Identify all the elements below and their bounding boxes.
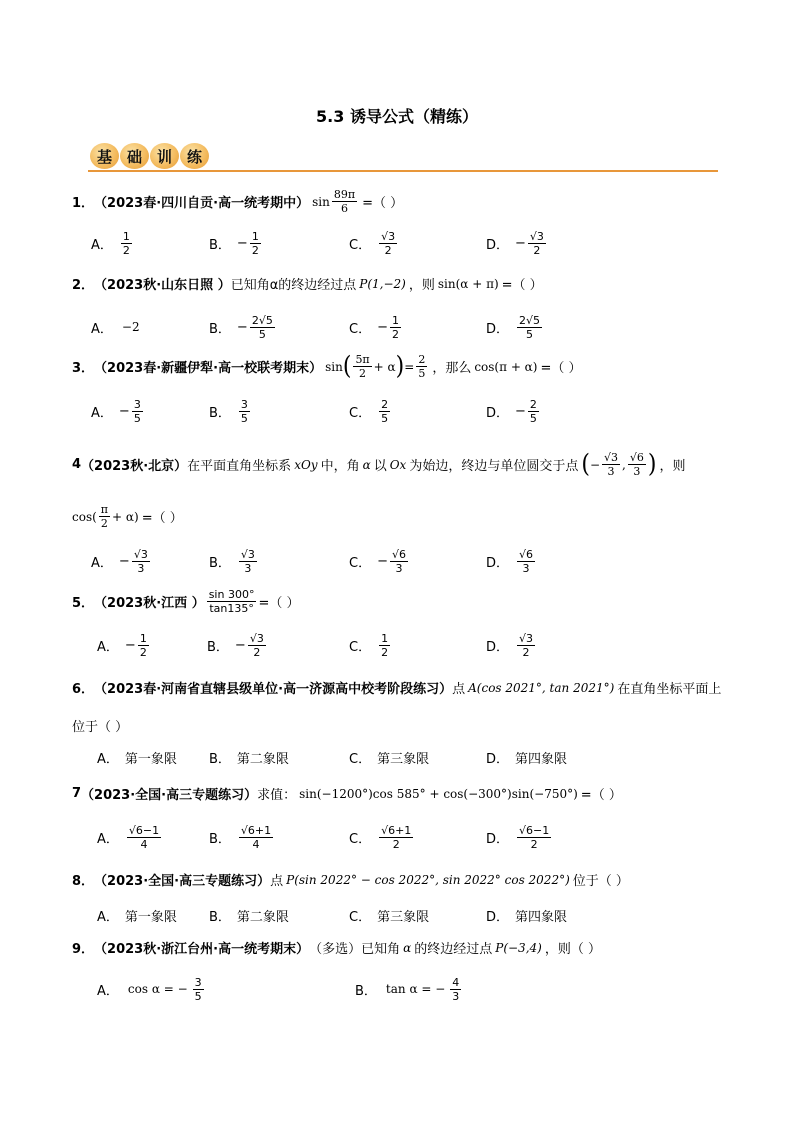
option-a[interactable]: [97, 820, 163, 854]
denominator: 3: [137, 561, 145, 575]
section-heading: [90, 143, 209, 169]
question-9-options: [97, 972, 657, 1006]
option-label: A．: [97, 983, 119, 999]
option-b[interactable]: [209, 394, 252, 428]
denominator: 2: [392, 837, 400, 851]
option-label: B．: [209, 831, 231, 847]
option-label: C．: [349, 831, 372, 847]
expr-part: + α: [373, 359, 396, 374]
question-tail: =（ ）: [501, 278, 543, 293]
denominator: 5: [258, 327, 266, 341]
option-a[interactable]: [97, 972, 206, 1006]
numerator: 4: [452, 975, 460, 989]
fraction: [450, 976, 461, 1003]
section-divider: [88, 170, 718, 172]
denominator: 5: [526, 327, 534, 341]
option-label: B．: [209, 237, 231, 253]
fraction: [517, 632, 535, 659]
question-text: 位于（ ）: [72, 720, 129, 735]
option-label: B．: [209, 751, 231, 767]
option-label: D．: [486, 831, 510, 847]
question-tail: =（ ）: [141, 511, 183, 526]
denominator: 2: [253, 645, 261, 659]
numerator: √6+1: [381, 823, 412, 837]
numerator: 2√5: [251, 313, 273, 327]
question-number: 7: [72, 786, 82, 801]
option-label: A．: [97, 751, 119, 767]
numerator: √6−1: [519, 823, 550, 837]
fraction: [138, 632, 149, 659]
denominator: 3: [452, 989, 460, 1003]
numerator: 5π: [355, 353, 370, 366]
func-name: cos(: [72, 509, 97, 524]
option-a[interactable]: [91, 394, 145, 428]
denominator: 6: [340, 202, 348, 215]
option-label: D．: [486, 237, 510, 253]
numerator: 3: [240, 397, 248, 411]
fraction: [528, 398, 539, 425]
option-label: B．: [209, 321, 231, 337]
numerator: √6: [629, 451, 644, 464]
fraction: [239, 548, 257, 575]
sign: −: [515, 235, 526, 251]
question-6-options: [97, 740, 657, 774]
option-label: C．: [349, 237, 372, 253]
option-c[interactable]: [349, 898, 429, 932]
denominator: 2: [533, 243, 541, 257]
numerator: √3: [133, 547, 148, 561]
question-text: 点: [452, 682, 466, 697]
numerator: 2: [418, 353, 426, 366]
option-d[interactable]: [486, 898, 567, 932]
section-char-1: 基: [90, 143, 119, 169]
question-2: [72, 274, 543, 293]
fraction: [250, 314, 275, 341]
sign: −: [377, 319, 388, 335]
question-5-options: [97, 628, 657, 662]
denominator: 3: [633, 465, 641, 478]
fraction: [239, 398, 250, 425]
option-d[interactable]: [486, 544, 537, 578]
point-expression: [495, 941, 542, 955]
option-label: A．: [91, 237, 113, 253]
fraction: [379, 398, 390, 425]
denominator: 2: [384, 243, 392, 257]
point: P(1,−2): [359, 276, 406, 291]
denominator: 2: [381, 645, 389, 659]
option-label: C．: [349, 555, 372, 571]
fraction: [517, 314, 542, 341]
axis-symbol: [390, 458, 407, 472]
option-label: A．: [97, 639, 119, 655]
question-source: （2023春·新疆伊犁·高一校联考期末）: [94, 361, 323, 376]
option-b[interactable]: [209, 820, 275, 854]
question-number: 4: [72, 457, 82, 472]
point-expression: [359, 277, 406, 291]
option-d[interactable]: [486, 310, 544, 344]
denominator: 5: [529, 411, 537, 425]
question-text: 已知角α的终边经过点: [230, 278, 357, 293]
denominator: 2: [391, 327, 399, 341]
denominator: 5: [381, 411, 389, 425]
fraction: [250, 230, 261, 257]
question-6: [72, 678, 721, 697]
question-text: 以: [373, 459, 387, 474]
question-6-line-2: [72, 716, 128, 735]
option-label: D．: [486, 405, 510, 421]
sign: −: [236, 235, 248, 251]
question-text: 在直角坐标平面上: [617, 682, 722, 697]
expr-part: + α): [112, 509, 139, 524]
denominator: 2: [139, 645, 147, 659]
alpha: α: [403, 940, 412, 955]
question-text: ，则: [659, 459, 686, 474]
question-number: 5．: [72, 596, 95, 611]
option-label: D．: [486, 555, 510, 571]
math-expression: sin(−1200°)cos 585° + cos(−300°)sin(−750°): [299, 786, 578, 801]
option-a[interactable]: [91, 226, 134, 260]
numerator: √6: [391, 547, 406, 561]
denominator: 3: [244, 561, 252, 575]
denominator: 2: [530, 837, 538, 851]
sign: −: [515, 403, 526, 419]
question-4-line-2: [72, 503, 183, 530]
question-tail: =（ ）: [362, 196, 404, 211]
option-label: B．: [207, 639, 229, 655]
question-7-options: [97, 820, 657, 854]
option-a[interactable]: [91, 544, 152, 578]
sign: −: [118, 403, 130, 419]
numerator: 1: [122, 229, 130, 243]
question-tail: ，则（ ）: [544, 942, 601, 957]
denominator: tan135°: [209, 602, 254, 615]
question-text: （多选）已知角: [309, 942, 401, 957]
fraction: [602, 451, 620, 478]
option-value: 第二象限: [236, 909, 289, 925]
point-expression: [468, 681, 614, 695]
math-expression: [312, 188, 359, 215]
question-7: [72, 784, 622, 803]
option-value: 第三象限: [377, 751, 430, 767]
question-text: 点: [270, 874, 284, 889]
denominator: 3: [395, 561, 403, 575]
numerator: √6−1: [128, 823, 160, 837]
question-source: （2023秋·浙江台州·高一统考期末）: [94, 942, 310, 957]
option-d[interactable]: [486, 740, 567, 774]
fraction: [628, 451, 646, 478]
option-d[interactable]: [486, 820, 553, 854]
question-number: 1．: [72, 196, 95, 211]
question-4-options: [91, 544, 651, 578]
question-text: ，那么: [432, 361, 472, 376]
fraction: [517, 548, 535, 575]
denominator: 2: [359, 367, 367, 380]
question-number: 9．: [72, 942, 95, 957]
option-value: 第二象限: [236, 751, 289, 767]
fraction: [332, 188, 357, 215]
func-name: sin: [325, 359, 343, 374]
option-expr: cos α = −: [127, 982, 188, 996]
numerator: √3: [529, 229, 544, 243]
question-9: [72, 938, 601, 957]
numerator: √3: [381, 229, 396, 243]
sign: −: [234, 637, 246, 653]
option-b[interactable]: [209, 226, 263, 260]
numerator: 2: [381, 397, 389, 411]
point-expression: ( − $\frac{√3}{3}$ , $\frac{√6}{3}$ ): [581, 449, 657, 479]
question-source: （2023秋·山东日照 ）: [94, 278, 231, 293]
fraction: [379, 632, 390, 659]
option-value: 第三象限: [377, 909, 430, 925]
page-title: 5.3 诱导公式（精练）: [316, 107, 478, 126]
option-c[interactable]: [349, 740, 429, 774]
denominator: 5: [133, 411, 141, 425]
option-label: D．: [486, 321, 510, 337]
numerator: 2√5: [519, 313, 541, 327]
question-number: 2．: [72, 278, 95, 293]
left-paren: (: [342, 351, 352, 381]
point: P(sin 2022° − cos 2022°, sin 2022° cos 2022°): [286, 872, 570, 887]
option-c[interactable]: [349, 820, 415, 854]
option-b[interactable]: [207, 628, 268, 662]
denominator: 2: [522, 645, 530, 659]
option-c[interactable]: [349, 226, 399, 260]
denominator: 2: [100, 517, 108, 530]
option-b[interactable]: [209, 740, 289, 774]
option-b[interactable]: [355, 972, 463, 1006]
option-label: B．: [209, 405, 231, 421]
numerator: 1: [251, 229, 259, 243]
point: A(cos 2021°, tan 2021°): [468, 680, 615, 695]
option-d[interactable]: [486, 628, 537, 662]
coord-system: [294, 458, 317, 472]
right-paren: ): [647, 449, 657, 479]
fraction: [239, 824, 273, 851]
numerator: √6: [519, 547, 534, 561]
option-value: −2: [121, 320, 140, 334]
fraction: [132, 398, 143, 425]
math-expression: [72, 503, 139, 530]
numerator: √3: [519, 631, 534, 645]
question-text: 的终边经过点: [414, 942, 493, 957]
coord-system-name: xOy: [294, 457, 318, 472]
question-8-options: [97, 898, 657, 932]
denominator: 2: [122, 243, 130, 257]
numerator: 1: [381, 631, 389, 645]
numerator: 89π: [333, 188, 356, 201]
fraction: [193, 976, 204, 1003]
option-b[interactable]: [209, 898, 289, 932]
sign: −: [377, 553, 388, 569]
section-char-3: 训: [150, 143, 179, 169]
option-label: D．: [486, 909, 510, 925]
option-label: C．: [349, 751, 372, 767]
sign: −: [124, 637, 136, 653]
option-c[interactable]: [349, 310, 403, 344]
question-tail: =（ ）: [580, 788, 622, 803]
option-a[interactable]: [97, 740, 177, 774]
question-8: [72, 870, 629, 889]
numerator: π: [100, 503, 109, 516]
fraction: [99, 503, 110, 530]
option-label: B．: [209, 555, 231, 571]
denominator: 5: [240, 411, 248, 425]
question-source: （2023秋·北京）: [81, 459, 188, 474]
question-number: 3．: [72, 361, 95, 376]
point: P(−3,4): [495, 940, 542, 955]
equals: =: [404, 359, 415, 374]
alpha: α: [362, 457, 371, 472]
denominator: 3: [607, 465, 615, 478]
question-3-options: [91, 394, 651, 428]
question-tail: =（ ）: [258, 596, 300, 611]
option-c[interactable]: [349, 394, 392, 428]
option-label: C．: [349, 639, 372, 655]
fraction: [528, 230, 546, 257]
denominator: 3: [522, 561, 530, 575]
question-2-options: [91, 310, 651, 344]
fraction: [390, 314, 401, 341]
option-a[interactable]: [97, 628, 151, 662]
point-expression: [286, 873, 570, 887]
numerator: 3: [194, 975, 202, 989]
option-label: A．: [91, 321, 113, 337]
fraction: [416, 353, 427, 380]
option-value: 第一象限: [124, 751, 177, 767]
numerator: √6+1: [240, 823, 272, 837]
question-tail: =（ ）: [540, 361, 582, 376]
question-5: [72, 588, 300, 615]
numerator: 1: [139, 631, 147, 645]
question-tail: 位于（ ）: [572, 874, 629, 889]
option-label: C．: [349, 909, 372, 925]
denominator: 4: [252, 837, 260, 851]
math-expression: sin(α + π): [437, 276, 499, 291]
option-label: A．: [91, 555, 113, 571]
fraction: [132, 548, 150, 575]
question-text: ，则: [408, 278, 435, 293]
option-label: A．: [97, 909, 119, 925]
fraction: [353, 353, 371, 380]
angle-symbol: [363, 458, 371, 472]
question-number: 6．: [72, 682, 95, 697]
option-label: B．: [355, 983, 377, 999]
option-b[interactable]: [209, 544, 259, 578]
fraction: [248, 632, 266, 659]
option-value: 第四象限: [515, 751, 568, 767]
question-3: [72, 353, 582, 380]
fraction: [207, 588, 257, 615]
question-source: （2023春·四川自贡·高一统考期中）: [94, 196, 310, 211]
fraction: [517, 824, 551, 851]
numerator: √3: [604, 451, 619, 464]
option-label: A．: [91, 405, 113, 421]
sign: −: [236, 319, 248, 335]
numerator: √3: [249, 631, 264, 645]
question-text: 在平面直角坐标系: [187, 459, 292, 474]
question-text: 为始边，终边与单位圆交于点: [409, 459, 579, 474]
question-source: （2023·全国·高三专题练习）: [94, 874, 271, 889]
func-name: sin: [312, 194, 330, 209]
section-banner: [88, 140, 728, 174]
right-paren: ): [395, 351, 405, 381]
section-char-2: 础: [120, 143, 149, 169]
question-1: [72, 188, 403, 215]
fraction: [127, 824, 161, 851]
section-char-4: 练: [180, 143, 209, 169]
option-value: 第四象限: [515, 909, 568, 925]
denominator: 4: [140, 837, 148, 851]
fraction: [390, 548, 408, 575]
sign: −: [118, 553, 130, 569]
option-label: C．: [349, 405, 372, 421]
option-label: C．: [349, 321, 372, 337]
option-value: 第一象限: [124, 909, 177, 925]
numerator: sin 300°: [208, 588, 255, 601]
option-label: B．: [209, 909, 231, 925]
axis-name: Ox: [389, 457, 407, 472]
option-d[interactable]: [486, 226, 548, 260]
option-c[interactable]: [349, 628, 392, 662]
option-d[interactable]: [486, 394, 541, 428]
question-source: （2023秋·江西 ）: [94, 596, 205, 611]
math-expression: [325, 353, 429, 380]
option-label: D．: [486, 751, 510, 767]
question-number: 8．: [72, 874, 95, 889]
option-b[interactable]: [209, 310, 277, 344]
question-source: （2023春·河南省直辖县级单位·高一济源高中校考阶段练习）: [94, 682, 453, 697]
question-1-options: [91, 226, 651, 260]
question-source: （2023·全国·高三专题练习）: [81, 788, 258, 803]
question-text: 求值：: [257, 788, 297, 803]
option-c[interactable]: [349, 544, 410, 578]
option-a[interactable]: [97, 898, 177, 932]
fraction: [379, 824, 413, 851]
fraction: [379, 230, 397, 257]
option-label: A．: [97, 831, 119, 847]
denominator: 5: [194, 989, 202, 1003]
denominator: 5: [418, 367, 426, 380]
option-a[interactable]: [91, 310, 143, 344]
angle-symbol: [403, 941, 411, 955]
numerator: 2: [529, 397, 537, 411]
left-paren: (: [581, 449, 590, 479]
math-expression: cos(π + α): [474, 359, 538, 374]
denominator: 2: [251, 243, 259, 257]
option-expr: tan α = −: [385, 982, 446, 996]
option-label: D．: [486, 639, 510, 655]
question-4: [72, 451, 685, 478]
numerator: √3: [240, 547, 255, 561]
numerator: 1: [391, 313, 399, 327]
numerator: 3: [133, 397, 141, 411]
question-text: 中，角: [320, 459, 360, 474]
fraction: [121, 230, 132, 257]
